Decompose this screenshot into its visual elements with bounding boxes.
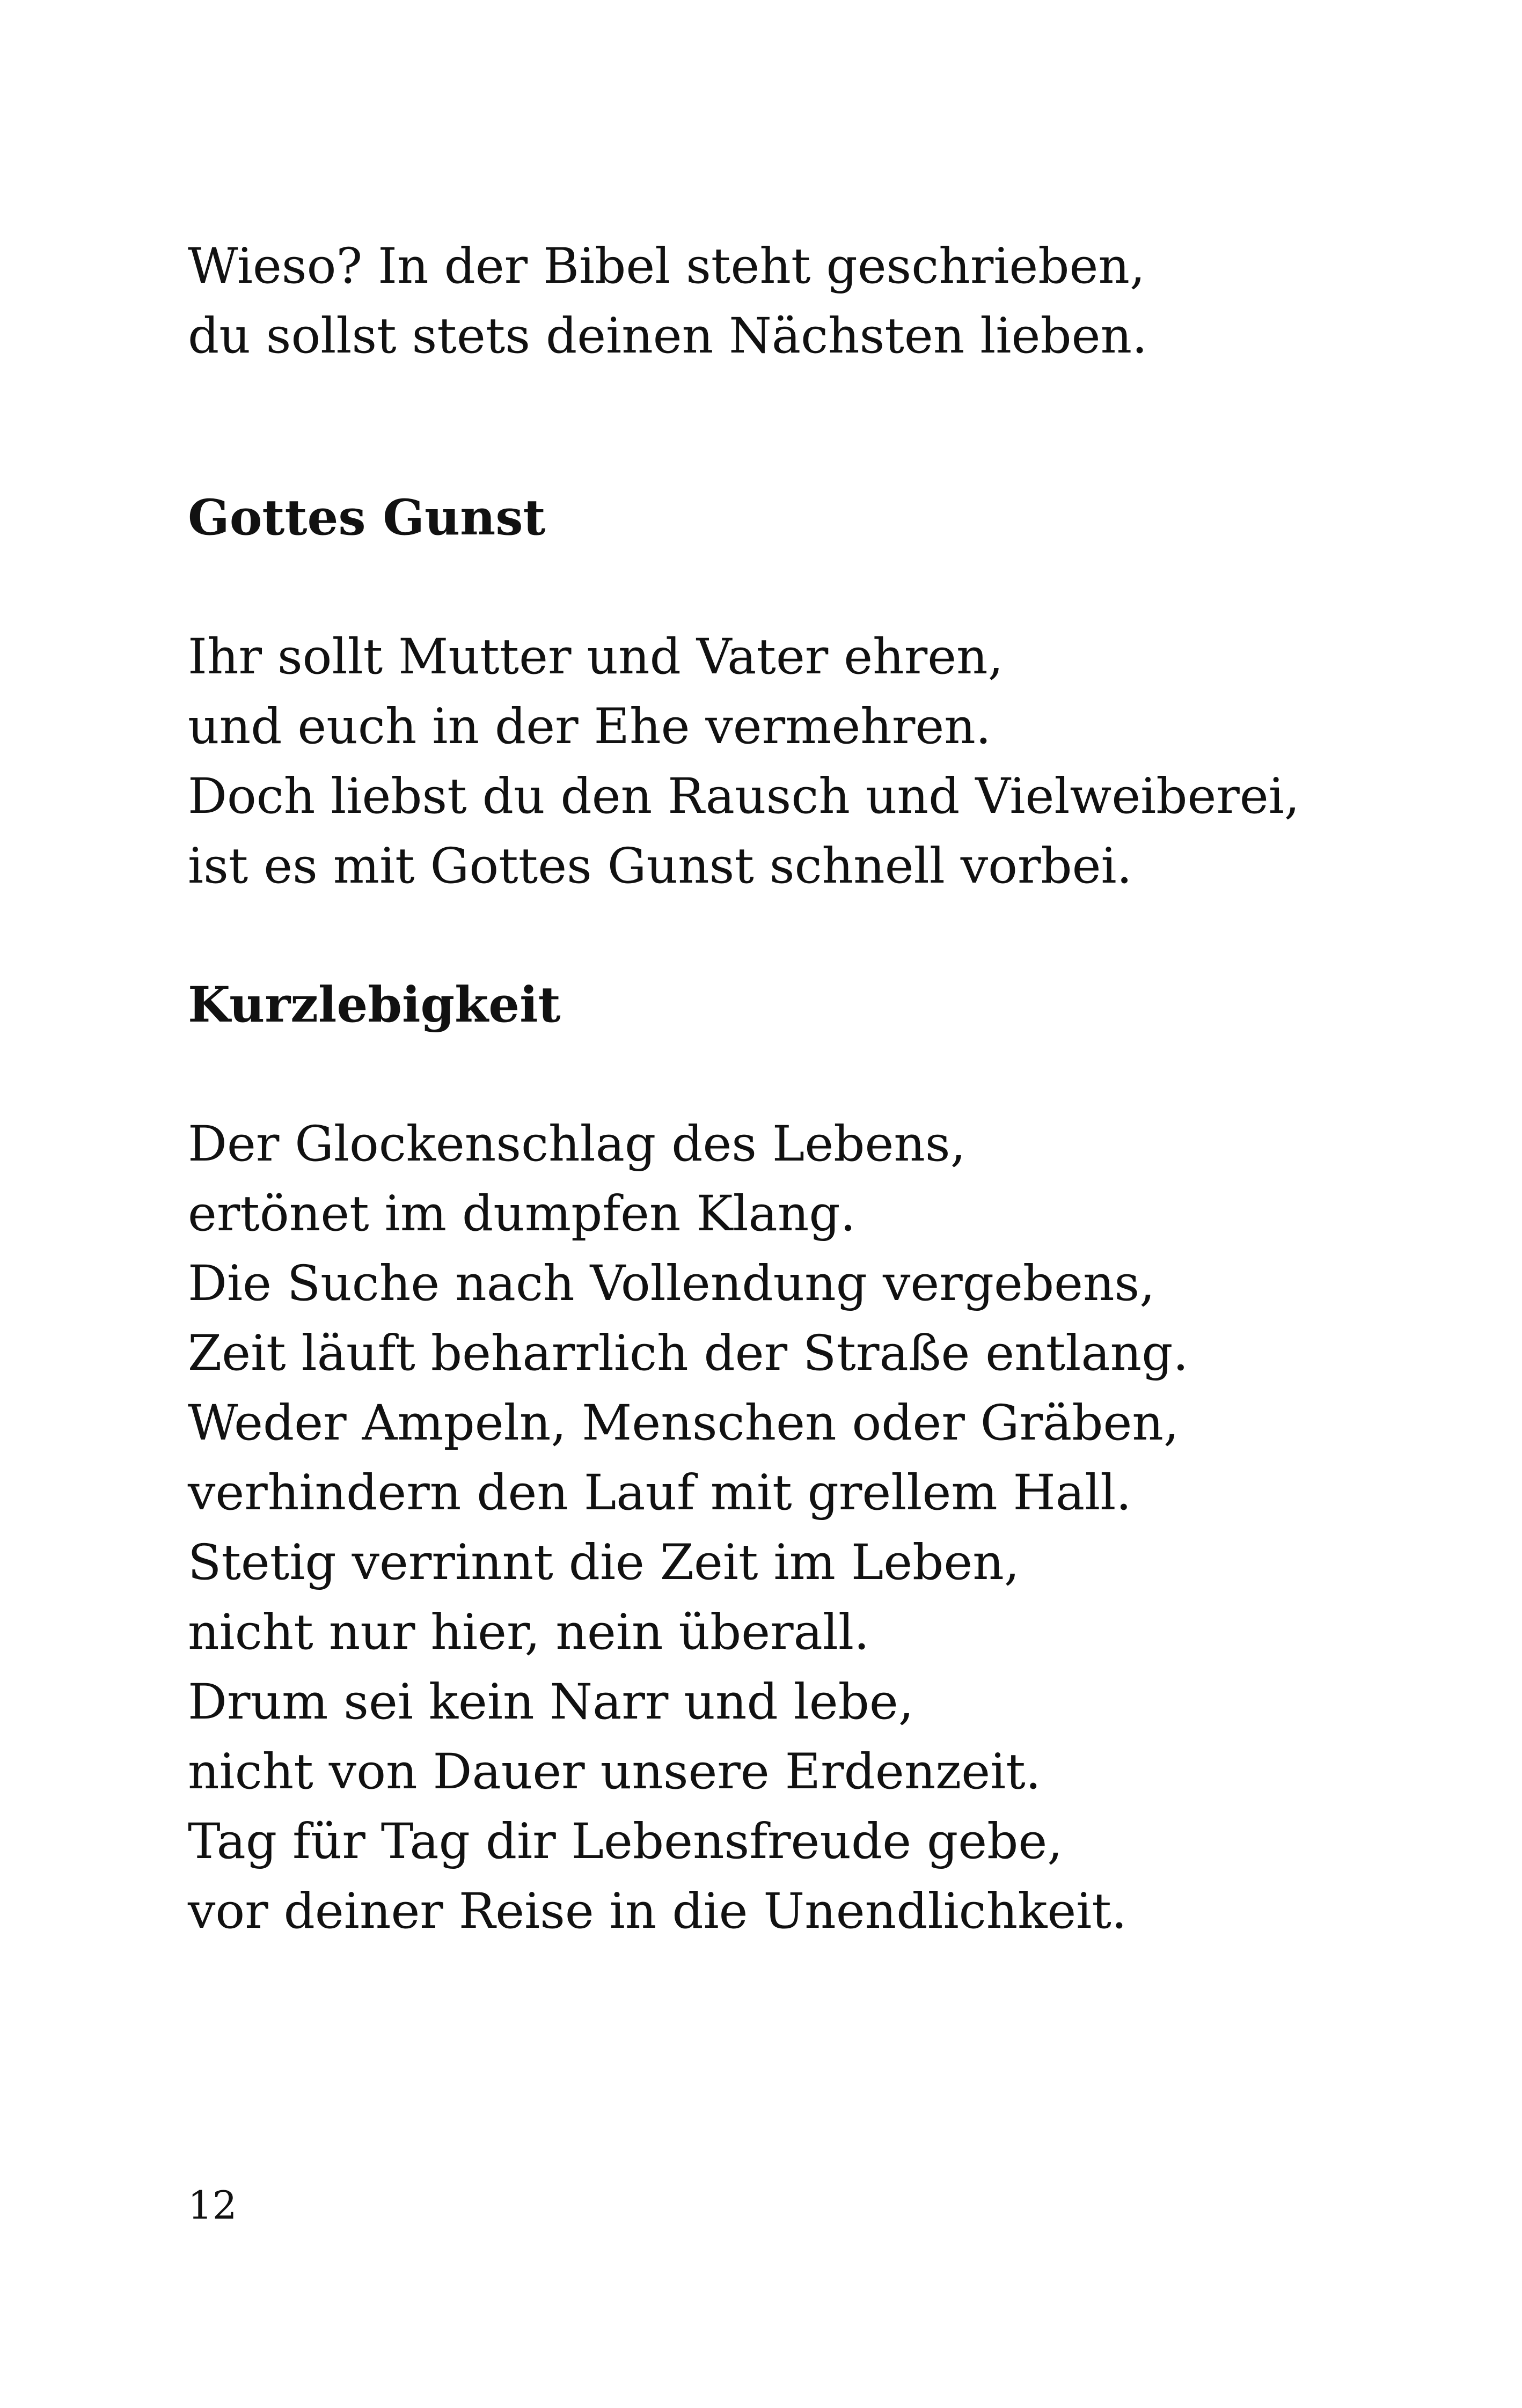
poem-line: Ihr sollt Mutter und Vater ehren, bbox=[188, 629, 1004, 685]
poem-title-gottes-gunst bbox=[188, 483, 1369, 553]
poem-line: Wieso? In der Bibel steht geschrieben, bbox=[188, 238, 1145, 295]
poem-line: vor deiner Reise in die Unendlichkeit. bbox=[188, 1883, 1127, 1940]
poem-stanza-kurzlebigkeit bbox=[188, 1110, 1369, 1947]
poem-line: und euch in der Ehe vermehren. bbox=[188, 699, 991, 755]
poem-line: Drum sei kein Narr und lebe, bbox=[188, 1674, 914, 1730]
poem-line: ist es mit Gottes Gunst schnell vorbei. bbox=[188, 838, 1132, 894]
intro-stanza bbox=[188, 232, 1369, 371]
poem-line: nicht nur hier, nein überall. bbox=[188, 1604, 870, 1661]
poem-title: Kurzlebigkeit bbox=[188, 977, 561, 1033]
poem-line: Weder Ampeln, Menschen oder Gräben, bbox=[188, 1395, 1179, 1451]
poem-line: ertönet im dumpfen Klang. bbox=[188, 1186, 856, 1242]
poem-line: du sollst stets deinen Nächsten lieben. bbox=[188, 308, 1148, 364]
poem-line: Doch liebst du den Rausch und Vielweiberei, bbox=[188, 768, 1300, 825]
poem-line: Zeit läuft beharrlich der Straße entlang. bbox=[188, 1325, 1189, 1382]
poem-title-kurzlebigkeit bbox=[188, 970, 1369, 1040]
poem-line: Tag für Tag dir Lebensfreude gebe, bbox=[188, 1814, 1063, 1870]
poem-stanza-gottes-gunst bbox=[188, 622, 1369, 901]
poem-line: Die Suche nach Vollendung vergebens, bbox=[188, 1256, 1155, 1312]
poem-line: Stetig verrinnt die Zeit im Leben, bbox=[188, 1535, 1020, 1591]
poem-title: Gottes Gunst bbox=[188, 489, 546, 546]
page-number: 12 bbox=[188, 2183, 237, 2228]
poem-line: Der Glockenschlag des Lebens, bbox=[188, 1116, 966, 1172]
poem-line: nicht von Dauer unsere Erdenzeit. bbox=[188, 1744, 1041, 1800]
poem-line: verhindern den Lauf mit grellem Hall. bbox=[188, 1465, 1132, 1521]
